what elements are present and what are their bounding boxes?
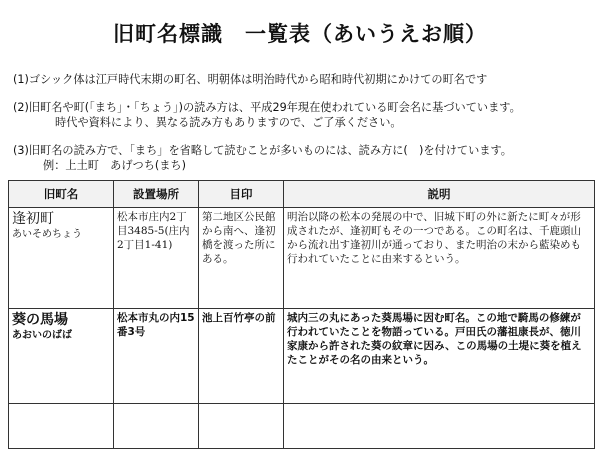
header-location: 設置場所 [114,181,199,208]
header-description: 説明 [284,181,595,208]
cell-old-name [9,309,114,404]
cell-landmark: 第二地区公民館から南へ、逢初橋を渡った所にある。 [199,208,284,309]
cell-description [284,404,595,449]
town-name: 葵の馬場 [12,312,68,328]
cell-description: 明治以降の松本の発展の中で、旧城下町の外に新たに町々が形成されたが、逢初町もその一つである。この町名は、千鹿頭山から流れ出す逢初川が通っており、また明治の末から藍染めも行われていたことに由来するという。 [284,208,595,309]
table-row [9,208,595,309]
cell-old-name [9,208,114,309]
page-title: 旧町名標識 一覧表（あいうえお順） [113,22,487,46]
cell-landmark: 池上百竹亭の前 [199,309,284,404]
table-row [9,309,595,404]
cell-location: 松本市庄内2丁目3485-5(庄内2丁目1-41) [114,208,199,309]
note-1 [13,72,593,87]
notes-section [13,72,593,186]
table-row [9,404,595,449]
cell-location: 松本市丸の内15番3号 [114,309,199,404]
town-name: 逢初町 [12,211,54,227]
cell-description: 城内三の丸にあった葵馬場に因む町名。この地で騎馬の修練が行われていたことを物語っている。戸田氏の藩祖康長が、徳川家康から許された葵の紋章に因み、この馬場の土堤に葵を植えたことがその名の由来という。 [284,309,595,404]
note-text: (3)旧町名の読み方で、「まち」を省略して読むことが多いものには、読み方に( )を付けています。 [13,144,512,157]
town-reading: あおいのばば [12,330,72,341]
table-header-row [9,181,595,208]
note-2 [13,100,593,130]
note-example: 例：上土町 あげつち(まち) [43,159,186,172]
note-text: (2)旧町名や町(「まち」・「ちょう」)の読み方は、平成29年現在使われている町会名に基づいています。 [13,101,521,114]
header-old-name: 旧町名 [9,181,114,208]
town-reading: あいそめちょう [12,229,82,240]
cell-old-name [9,404,114,449]
note-3 [13,143,593,173]
header-landmark: 目印 [199,181,284,208]
note-subtext: 時代や資料により、異なる読み方もありますので、ご了承ください。 [55,116,402,129]
town-name-table [8,180,595,449]
cell-landmark [199,404,284,449]
note-text: (1)ゴシック体は江戸時代末期の町名、明朝体は明治時代から昭和時代初期にかけての町名です [13,73,488,86]
cell-location [114,404,199,449]
